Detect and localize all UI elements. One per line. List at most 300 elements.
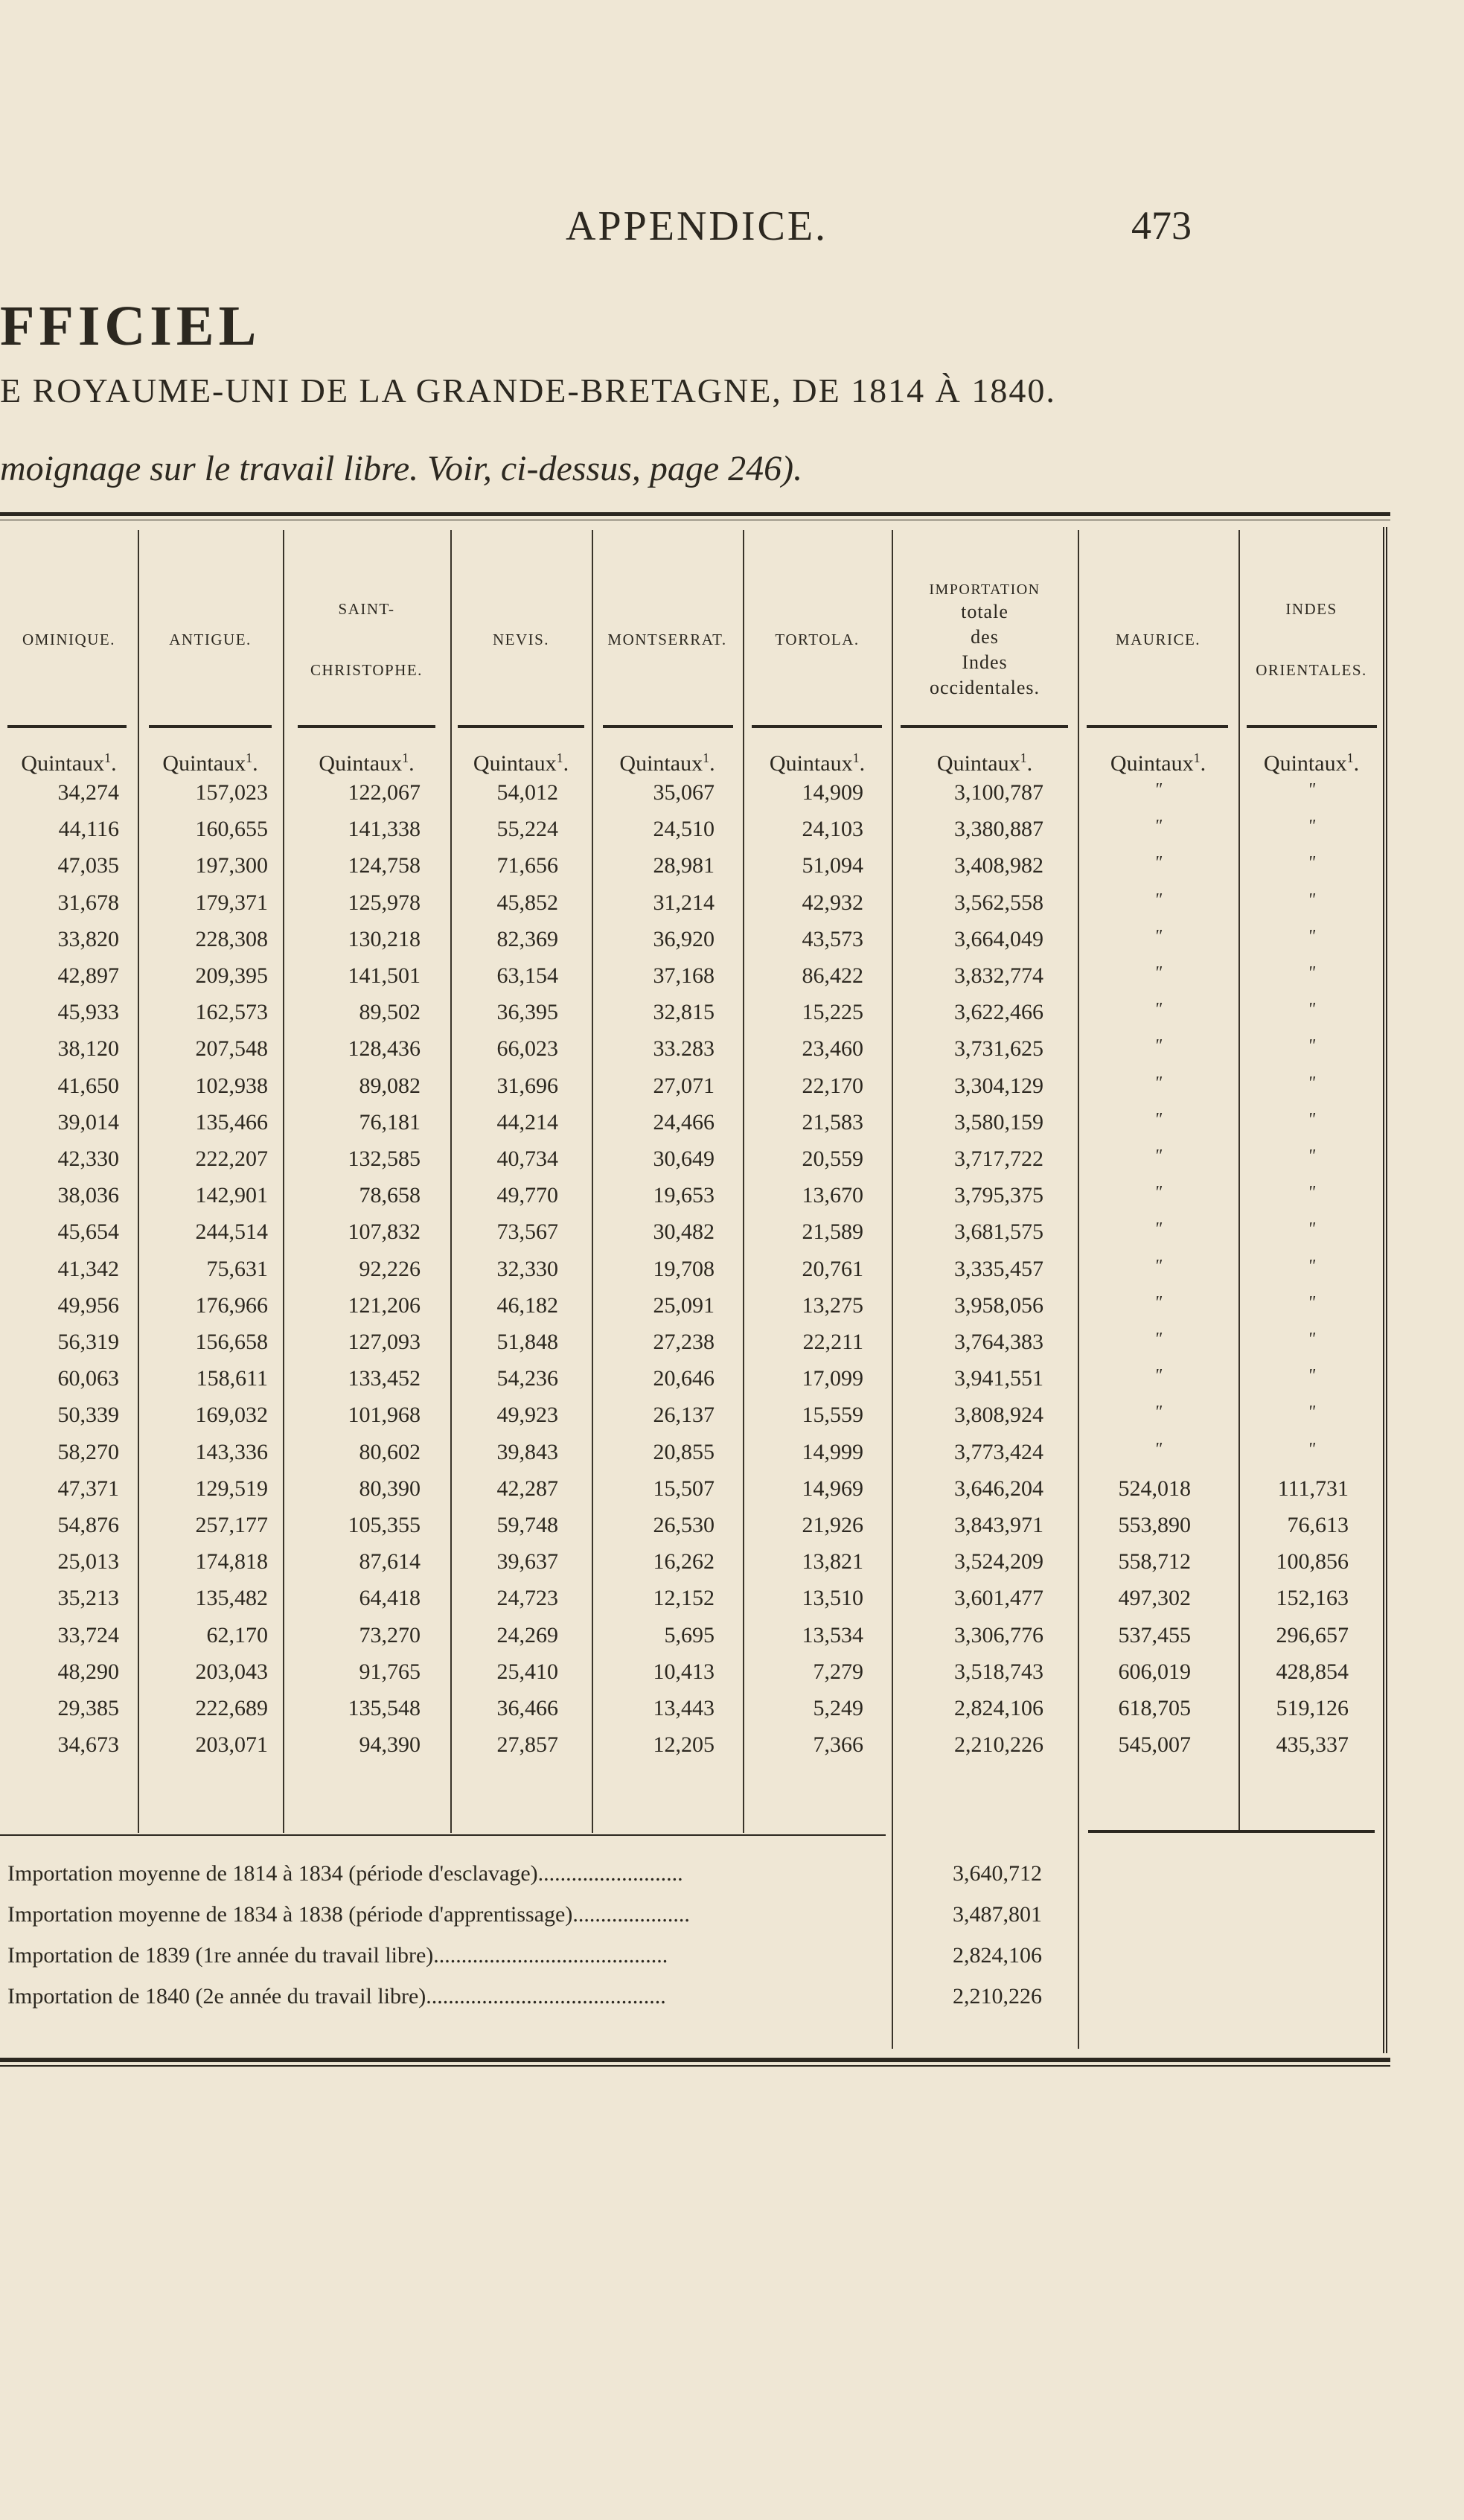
unit-label: Quintaux$^1$. <box>473 750 569 776</box>
table-cell: 7,366 <box>813 1732 863 1758</box>
running-title: APPENDICE. <box>566 203 828 249</box>
table-cell: 42,897 <box>57 963 119 988</box>
table-cell: " <box>1307 1256 1316 1276</box>
page-bottom-rule <box>0 2058 1390 2067</box>
table-cell: 22,170 <box>802 1073 863 1098</box>
table-cell: 33,724 <box>57 1622 119 1647</box>
table-cell: 122,067 <box>348 780 421 805</box>
table-cell: 39,637 <box>496 1549 558 1575</box>
table-cell: 3,843,971 <box>954 1513 1043 1537</box>
table-cell: " <box>1154 1292 1163 1312</box>
table-row <box>0 780 1384 817</box>
table-row <box>0 1440 1384 1476</box>
table-cell: 28,981 <box>653 853 715 878</box>
unit-label: Quintaux$^1$. <box>21 750 117 776</box>
table-cell: " <box>1154 1109 1163 1129</box>
table-cell: 203,071 <box>195 1732 268 1758</box>
table-cell: 55,224 <box>496 817 558 842</box>
header-rule <box>458 725 584 728</box>
table-row <box>0 1110 1384 1146</box>
table-cell: 10,413 <box>653 1659 715 1684</box>
table-cell: 44,214 <box>496 1109 558 1135</box>
table-cell: 75,631 <box>206 1256 268 1281</box>
table-row <box>0 1074 1384 1110</box>
table-cell: 35,213 <box>57 1586 119 1611</box>
table-cell: 29,385 <box>57 1696 119 1720</box>
table-cell: 3,380,887 <box>954 817 1043 842</box>
table-cell: " <box>1154 853 1163 873</box>
table-cell: 2,824,106 <box>954 1696 1043 1720</box>
table-cell: 222,207 <box>195 1146 268 1171</box>
table-row <box>0 1696 1384 1732</box>
table-cell: 34,274 <box>57 780 119 805</box>
table-cell: 38,120 <box>57 1036 119 1062</box>
summary-label: Importation de 1840 (2e année du travail libre)........................................... <box>7 1984 666 2009</box>
table-row <box>0 927 1384 963</box>
table-cell: 63,154 <box>496 963 558 988</box>
table-cell: 169,032 <box>195 1403 268 1428</box>
table-cell: 41,650 <box>57 1073 119 1098</box>
table-cell: " <box>1154 817 1163 837</box>
header-rule <box>149 725 272 728</box>
table-cell: 558,712 <box>1118 1549 1191 1575</box>
table-cell: 80,602 <box>359 1439 421 1464</box>
table-row <box>0 1146 1384 1183</box>
header-rule <box>603 725 733 728</box>
table-cell: 49,770 <box>496 1183 558 1208</box>
unit-label: Quintaux$^1$. <box>319 750 415 776</box>
table-cell: 49,956 <box>57 1292 119 1318</box>
table-cell: " <box>1307 1036 1316 1056</box>
table-cell: 42,330 <box>57 1146 119 1171</box>
table-cell: 76,181 <box>359 1109 421 1135</box>
table-cell: 36,395 <box>496 1000 558 1025</box>
table-cell: 102,938 <box>195 1073 268 1098</box>
table-cell: 24,510 <box>653 817 715 842</box>
table-cell: 3,622,466 <box>954 1000 1043 1025</box>
table-cell: 152,163 <box>1276 1586 1349 1611</box>
table-cell: 89,502 <box>359 1000 421 1025</box>
table-cell: 128,436 <box>348 1036 421 1062</box>
table-cell: " <box>1307 890 1316 910</box>
table-cell: 80,390 <box>359 1476 421 1501</box>
table-cell: 91,765 <box>359 1659 421 1684</box>
table-cell: 60,063 <box>57 1366 119 1391</box>
table-cell: 42,932 <box>802 890 863 915</box>
table-cell: 36,466 <box>496 1696 558 1720</box>
header-rule <box>1247 725 1377 728</box>
unit-label: Quintaux$^1$. <box>619 750 715 776</box>
page-number: 473 <box>1131 203 1192 248</box>
table-cell: 157,023 <box>195 780 268 805</box>
running-head <box>0 202 1464 255</box>
table-cell: 13,275 <box>802 1292 863 1318</box>
table-cell: 197,300 <box>195 853 268 878</box>
unit-label: Quintaux$^1$. <box>1110 750 1206 776</box>
table-cell: 14,909 <box>802 780 863 805</box>
table-row <box>0 1659 1384 1696</box>
table-cell: 121,206 <box>348 1292 421 1318</box>
table-cell: 27,857 <box>496 1732 558 1758</box>
table-cell: 23,460 <box>802 1036 863 1062</box>
table-cell: " <box>1307 780 1316 800</box>
table-row <box>0 1000 1384 1036</box>
summary-label: Importation moyenne de 1814 à 1834 (période d'esclavage).......................... <box>7 1861 683 1886</box>
table-cell: 296,657 <box>1276 1622 1349 1647</box>
table-cell: 524,018 <box>1118 1476 1191 1501</box>
table-cell: 21,583 <box>802 1109 863 1135</box>
header-importation-totale: IMPORTATION totale des Indes occidentales. <box>929 581 1041 698</box>
table-cell: 3,408,982 <box>954 853 1043 878</box>
table-cell: 21,926 <box>802 1513 863 1537</box>
header-nevis: NEVIS. <box>492 631 550 649</box>
table-cell: 46,182 <box>496 1292 558 1318</box>
table-cell: 244,514 <box>195 1219 268 1245</box>
table-cell: " <box>1307 1109 1316 1129</box>
table-cell: " <box>1307 1292 1316 1312</box>
table-cell: 15,559 <box>802 1403 863 1428</box>
table-row <box>0 1366 1384 1403</box>
table-cell: 59,748 <box>496 1513 558 1537</box>
table-cell: 44,116 <box>58 817 119 842</box>
table-cell: 3,808,924 <box>954 1403 1043 1428</box>
table-cell: 3,518,743 <box>954 1659 1043 1684</box>
table-cell: 101,968 <box>348 1403 421 1428</box>
header-antigue: ANTIGUE. <box>169 631 252 649</box>
table-cell: 3,773,424 <box>954 1439 1043 1464</box>
table-cell: 13,670 <box>802 1183 863 1208</box>
table-cell: 54,012 <box>496 780 558 805</box>
unit-label: Quintaux$^1$. <box>1263 750 1360 776</box>
table-cell: " <box>1154 1036 1163 1056</box>
table-cell: 3,941,551 <box>954 1366 1043 1391</box>
table-cell: 32,330 <box>496 1256 558 1281</box>
table-row <box>0 1257 1384 1293</box>
table-cell: 5,695 <box>664 1622 715 1647</box>
table-cell: 3,664,049 <box>954 926 1043 951</box>
table-cell: 19,708 <box>653 1256 715 1281</box>
table-cell: 428,854 <box>1276 1659 1349 1684</box>
table-cell: 158,611 <box>196 1366 268 1391</box>
summary-value: 2,824,106 <box>953 1943 1042 1968</box>
table-cell: 13,534 <box>802 1622 863 1647</box>
table-cell: 132,585 <box>348 1146 421 1171</box>
table-cell: " <box>1154 926 1163 946</box>
top-rule <box>0 512 1390 520</box>
table-bottom-rule <box>0 1834 886 1836</box>
table-cell: 27,238 <box>653 1330 715 1354</box>
table-cell: 3,100,787 <box>954 780 1043 805</box>
table-cell: 24,269 <box>496 1622 558 1647</box>
table-row <box>0 1293 1384 1330</box>
header-dominique: OMINIQUE. <box>22 631 115 649</box>
table-cell: " <box>1307 926 1316 946</box>
table-cell: 129,519 <box>195 1476 268 1501</box>
table-subtitle: E ROYAUME-UNI DE LA GRANDE-BRETAGNE, DE 1814 À 1840. <box>0 371 1056 409</box>
table-row <box>0 1403 1384 1439</box>
table-cell: 37,168 <box>653 963 715 988</box>
table-cell: 54,236 <box>496 1366 558 1391</box>
table-cell: 45,933 <box>57 1000 119 1025</box>
table-cell: 31,214 <box>653 890 715 915</box>
table-cell: 32,815 <box>653 1000 715 1025</box>
table-cell: 162,573 <box>195 1000 268 1025</box>
table-cell: 5,249 <box>813 1696 863 1720</box>
table-cell: 127,093 <box>348 1330 421 1354</box>
table-cell: " <box>1154 1256 1163 1276</box>
table-cell: 89,082 <box>359 1073 421 1098</box>
table-row <box>0 1476 1384 1513</box>
table-cell: 86,422 <box>802 963 863 988</box>
table-cell: " <box>1154 780 1163 800</box>
table-cell: 58,270 <box>57 1439 119 1464</box>
table-cell: 19,653 <box>653 1183 715 1208</box>
table-cell: 497,302 <box>1118 1586 1191 1611</box>
table-cell: 25,013 <box>57 1549 119 1575</box>
table-cell: 41,342 <box>57 1256 119 1281</box>
table-cell: 141,501 <box>348 963 421 988</box>
table-cell: 49,923 <box>496 1403 558 1428</box>
summary-label: Importation moyenne de 1834 à 1838 (période d'apprentissage)..................... <box>7 1902 690 1927</box>
table-cell: 36,920 <box>653 926 715 951</box>
table-cell: 257,177 <box>195 1513 268 1537</box>
table-cell: 3,580,159 <box>954 1109 1043 1135</box>
table-cell: 3,958,056 <box>954 1292 1043 1318</box>
table-cell: 135,482 <box>195 1586 268 1611</box>
table-cell: 618,705 <box>1118 1696 1191 1720</box>
table-cell: 54,876 <box>57 1513 119 1537</box>
table-cell: 15,507 <box>653 1476 715 1501</box>
table-cell: 17,099 <box>802 1366 863 1391</box>
table-cell: 51,094 <box>802 853 863 878</box>
table-cell: 38,036 <box>57 1183 119 1208</box>
table-cell: 20,559 <box>802 1146 863 1171</box>
table-cell: 545,007 <box>1118 1732 1191 1758</box>
table-cell: 39,843 <box>496 1439 558 1464</box>
table-row <box>0 1586 1384 1622</box>
table-cell: 176,966 <box>195 1292 268 1318</box>
table-cell: " <box>1154 1146 1163 1166</box>
table-cell: 156,658 <box>195 1330 268 1354</box>
table-cell: 143,336 <box>195 1439 268 1464</box>
table-cell: 25,410 <box>496 1659 558 1684</box>
table-cell: " <box>1307 1439 1316 1459</box>
table-cell: 30,649 <box>653 1146 715 1171</box>
table-cell: 35,067 <box>653 780 715 805</box>
table-cell: 519,126 <box>1276 1696 1349 1720</box>
table-cell: 3,717,722 <box>954 1146 1043 1171</box>
table-row <box>0 853 1384 890</box>
table-cell: 13,443 <box>653 1696 715 1720</box>
table-cell: 56,319 <box>57 1330 119 1354</box>
summary-divider <box>892 1835 893 2047</box>
unit-label: Quintaux$^1$. <box>162 750 258 776</box>
unit-label: Quintaux$^1$. <box>769 750 866 776</box>
table-cell: " <box>1307 1073 1316 1093</box>
table-cell: 43,573 <box>802 926 863 951</box>
table-cell: 2,210,226 <box>954 1732 1043 1758</box>
table-note: moignage sur le travail libre. Voir, ci-dessus, page 246). <box>0 449 803 488</box>
table-cell: " <box>1154 1439 1163 1459</box>
table-bottom-rule <box>1088 1830 1375 1833</box>
table-cell: 3,524,209 <box>954 1549 1043 1575</box>
table-cell: 27,071 <box>653 1073 715 1098</box>
table-cell: 133,452 <box>348 1366 421 1391</box>
table-cell: 207,548 <box>195 1036 268 1062</box>
table-cell: 20,855 <box>653 1439 715 1464</box>
summary-label: Importation de 1839 (1re année du travail libre).......................................... <box>7 1943 668 1968</box>
table-cell: 3,601,477 <box>954 1586 1043 1611</box>
table-cell: " <box>1307 1330 1316 1349</box>
header-rule <box>901 725 1068 728</box>
table-cell: 26,530 <box>653 1513 715 1537</box>
table-cell: 13,510 <box>802 1586 863 1611</box>
table-cell: 142,901 <box>195 1183 268 1208</box>
table-cell: 30,482 <box>653 1219 715 1245</box>
header-saint-christophe: SAINT- CHRISTOPHE. <box>310 600 423 679</box>
header-montserrat: MONTSERRAT. <box>607 631 727 649</box>
table-cell: 12,205 <box>653 1732 715 1758</box>
table-cell: " <box>1307 1183 1316 1203</box>
table-cell: 203,043 <box>195 1659 268 1684</box>
summary-divider <box>1078 1835 1079 2047</box>
table-cell: 100,856 <box>1276 1549 1349 1575</box>
table-cell: 87,614 <box>359 1549 421 1575</box>
table-cell: 135,466 <box>195 1109 268 1135</box>
table-cell: " <box>1154 1000 1163 1020</box>
table-cell: 209,395 <box>195 963 268 988</box>
header-rule <box>298 725 435 728</box>
table-cell: 73,270 <box>359 1622 421 1647</box>
table-cell: " <box>1154 1403 1163 1423</box>
table-cell: 73,567 <box>496 1219 558 1245</box>
table-cell: 21,589 <box>802 1219 863 1245</box>
table-cell: 47,035 <box>57 853 119 878</box>
table-cell: 42,287 <box>496 1476 558 1501</box>
table-cell: 78,658 <box>359 1183 421 1208</box>
table-cell: 66,023 <box>496 1036 558 1062</box>
table-cell: 3,795,375 <box>954 1183 1043 1208</box>
table-cell: 553,890 <box>1118 1513 1191 1537</box>
table-cell: 3,681,575 <box>954 1219 1043 1245</box>
table-cell: " <box>1307 1366 1316 1386</box>
table-row <box>0 1219 1384 1256</box>
table-row <box>0 1732 1384 1769</box>
table-cell: " <box>1307 1219 1316 1240</box>
table-cell: " <box>1307 1000 1316 1020</box>
table-cell: 26,137 <box>653 1403 715 1428</box>
table-cell: 48,290 <box>57 1659 119 1684</box>
table-title: FFICIEL <box>0 295 261 357</box>
table-cell: " <box>1154 1366 1163 1386</box>
table-cell: 3,832,774 <box>954 963 1043 988</box>
table-cell: 24,466 <box>653 1109 715 1135</box>
table-cell: " <box>1307 1403 1316 1423</box>
table-cell: 50,339 <box>57 1403 119 1428</box>
table-cell: 31,678 <box>57 890 119 915</box>
summary-value: 3,640,712 <box>953 1861 1042 1886</box>
table-cell: 111,731 <box>1277 1476 1349 1501</box>
table-cell: 3,731,625 <box>954 1036 1043 1062</box>
header-rule <box>752 725 882 728</box>
table-cell: " <box>1154 1219 1163 1240</box>
table-cell: 45,654 <box>57 1219 119 1245</box>
table-cell: 33,820 <box>57 926 119 951</box>
table-row <box>0 1183 1384 1219</box>
table-cell: 64,418 <box>359 1586 421 1611</box>
table-cell: 179,371 <box>195 890 268 915</box>
table-cell: 82,369 <box>496 926 558 951</box>
table-cell: 20,761 <box>802 1256 863 1281</box>
table-row <box>0 1623 1384 1659</box>
table-cell: 71,656 <box>496 853 558 878</box>
table-cell: 124,758 <box>348 853 421 878</box>
table-row <box>0 1549 1384 1586</box>
table-cell: 31,696 <box>496 1073 558 1098</box>
table-cell: " <box>1154 1183 1163 1203</box>
unit-label: Quintaux$^1$. <box>936 750 1033 776</box>
header-rule <box>1087 725 1228 728</box>
table-row <box>0 1513 1384 1549</box>
table-cell: 47,371 <box>57 1476 119 1501</box>
table-cell: " <box>1307 853 1316 873</box>
header-maurice: MAURICE. <box>1115 631 1201 649</box>
table-cell: " <box>1307 1146 1316 1166</box>
table-cell: 39,014 <box>57 1109 119 1135</box>
table-cell: " <box>1154 963 1163 983</box>
table-row <box>0 1036 1384 1073</box>
table-cell: 92,226 <box>359 1256 421 1281</box>
header-indes-orientales: INDES ORIENTALES. <box>1256 600 1367 679</box>
table-cell: 24,723 <box>496 1586 558 1611</box>
table-cell: 130,218 <box>348 926 421 951</box>
table-cell: 40,734 <box>496 1146 558 1171</box>
table-cell: 3,562,558 <box>954 890 1043 915</box>
header-tortola: TORTOLA. <box>775 631 860 649</box>
table-cell: 33.283 <box>653 1036 715 1062</box>
table-cell: 45,852 <box>496 890 558 915</box>
table-cell: 105,355 <box>348 1513 421 1537</box>
table-cell: 537,455 <box>1118 1622 1191 1647</box>
table-cell: 12,152 <box>653 1586 715 1611</box>
table-cell: 125,978 <box>348 890 421 915</box>
table-cell: 62,170 <box>206 1622 268 1647</box>
table-cell: " <box>1307 817 1316 837</box>
table-cell: 3,764,383 <box>954 1330 1043 1354</box>
summary-value: 2,210,226 <box>953 1984 1042 2009</box>
table-cell: 16,262 <box>653 1549 715 1575</box>
table-row <box>0 1330 1384 1366</box>
table-cell: 14,999 <box>802 1439 863 1464</box>
table-cell: 15,225 <box>802 1000 863 1025</box>
table-cell: 141,338 <box>348 817 421 842</box>
table-cell: 34,673 <box>57 1732 119 1758</box>
table-cell: " <box>1154 890 1163 910</box>
table-cell: 3,304,129 <box>954 1073 1043 1098</box>
table-cell: 107,832 <box>348 1219 421 1245</box>
table-cell: 51,848 <box>496 1330 558 1354</box>
header-rule <box>7 725 127 728</box>
table-cell: 435,337 <box>1276 1732 1349 1758</box>
table-cell: 25,091 <box>653 1292 715 1318</box>
table-cell: 3,335,457 <box>954 1256 1043 1281</box>
table-cell: 7,279 <box>813 1659 863 1684</box>
table-row <box>0 963 1384 1000</box>
table-row <box>0 817 1384 853</box>
table-cell: 94,390 <box>359 1732 421 1758</box>
table-cell: 13,821 <box>802 1549 863 1575</box>
table-cell: 606,019 <box>1118 1659 1191 1684</box>
